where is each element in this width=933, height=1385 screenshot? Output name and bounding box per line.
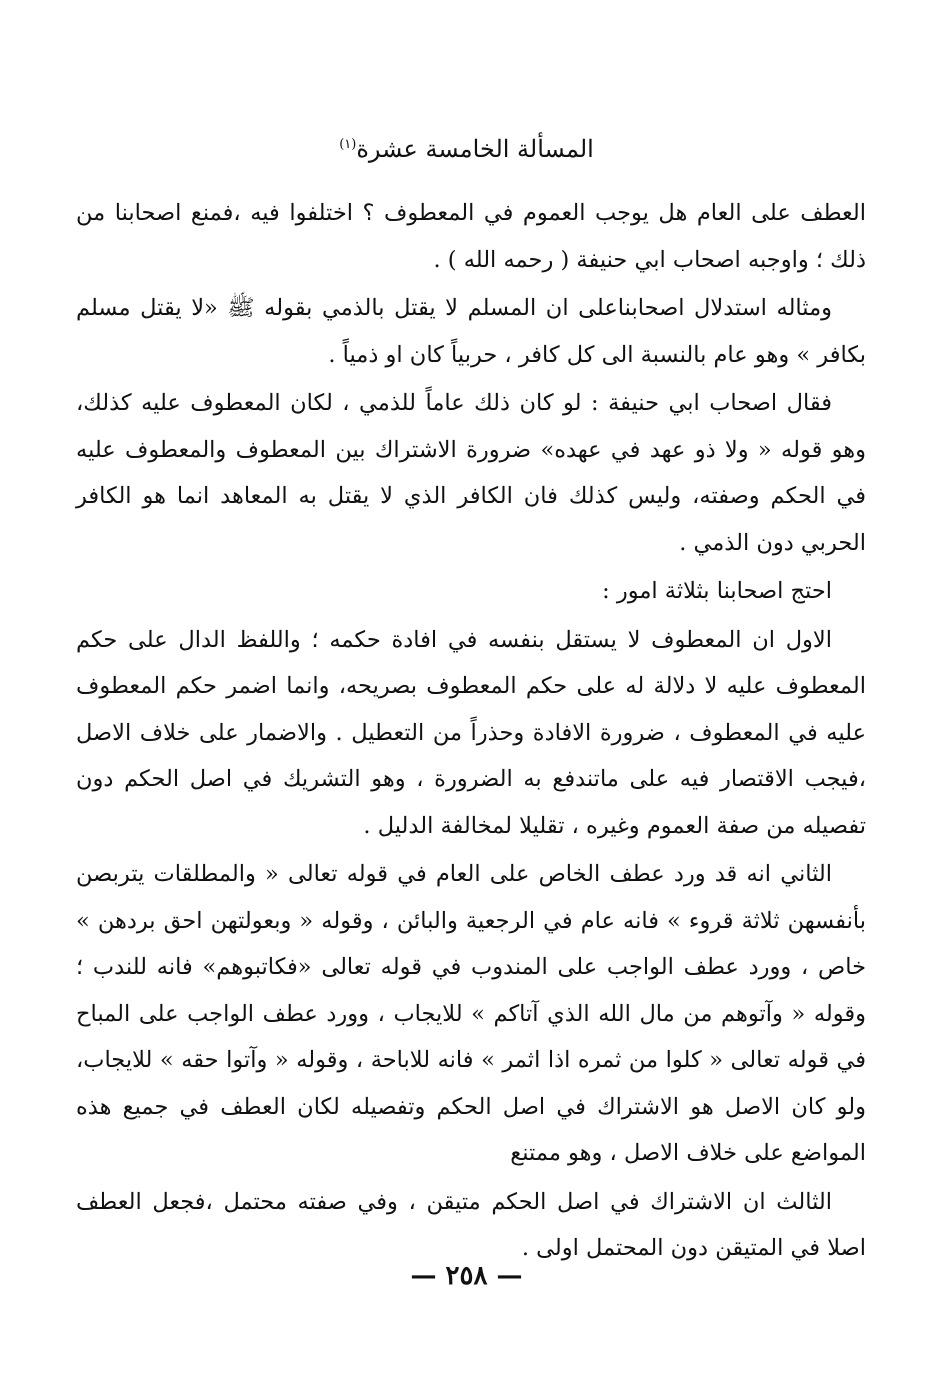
paragraph-intro: العطف على العام هل يوجب العموم في المعطوف ؟ اختلفوا فيه ،فمنع اصحابنا من ذلك ؛ واوجبه اصحاب ابي حنيفة ( رحمه الله ) . — [76, 200, 866, 273]
paragraph-example: ومثاله استدلال اصحابناعلى ان المسلم لا يقتل بالذمي بقوله ﷺ «لا يقتل مسلم بكافر » وهو عام بالنسبة الى كل كافر ، حربياً كان او ذمياً . — [76, 295, 866, 368]
paragraph-second-proof: الثاني انه قد ورد عطف الخاص على العام في قوله تعالى « والمطلقات يتربصن بأنفسهن ثلاثة قروء » فانه عام في الرجعية والبائن ، وقوله « وبعولتهن احق بردهن » خاص ، وورد عطف الواجب على المندوب في قوله تعالى «فكاتبوهم» فانه للندب ؛ وقوله « وآتوهم من مال الله الذي آتاكم » للايجاب ، وورد عطف الواجب على المباح في قوله تعالى « كلوا من ثمره اذا اثمر » فانه للاباحة ، وقوله « وآتوا حقه » للايجاب، ولو كان الاصل هو الاشتراك في اصل الحكم وتفصيله لكان العطف في جميع هذه المواضع على خلاف الاصل ، وهو ممتنع — [76, 861, 866, 1166]
section-heading — [0, 128, 933, 166]
body-text — [76, 190, 866, 1272]
paragraph-third-proof: الثالث ان الاشتراك في اصل الحكم متيقن ، وفي صفته محتمل ،فجعل العطف اصلا في المتيقن دون المحتمل اولى . — [76, 1188, 866, 1261]
paragraph-first-proof: الاول ان المعطوف لا يستقل بنفسه في افادة حكمه ؛ واللفظ الدال على حكم المعطوف عليه لا دلالة له على حكم المعطوف بصريحه، وانما اضمر حكم المعطوف عليه في المعطوف ، ضرورة الافادة وحذراً من التعطيل . والاضمار على خلاف الاصل ،فيجب الاقتصار فيه على ماتندفع به الضرورة ، وهو التشريك في اصل الحكم دون تفصيله من صفة العموم وغيره ، تقليلا لمخالفة الدليل . — [76, 626, 866, 839]
paragraph-our-proofs-intro: احتج اصحابنا بثلاثة امور : — [602, 578, 832, 604]
section-title: المسألة الخامسة عشرة — [356, 135, 594, 163]
page-number: — ٢٥٨ — — [410, 1261, 523, 1291]
paragraph-hanafi-argument: فقال اصحاب ابي حنيفة : لو كان ذلك عاماً للذمي ، لكان المعطوف عليه كذلك، وهو قوله « ولا ذو عهد في عهده» ضرورة الاشتراك بين المعطوف والمعطوف عليه في الحكم وصفته، وليس كذلك فان الكافر الذي لا يقتل به المعاهد انما هو الكافر الحربي دون الذمي . — [76, 390, 866, 556]
footnote-marker: (١) — [339, 137, 357, 152]
